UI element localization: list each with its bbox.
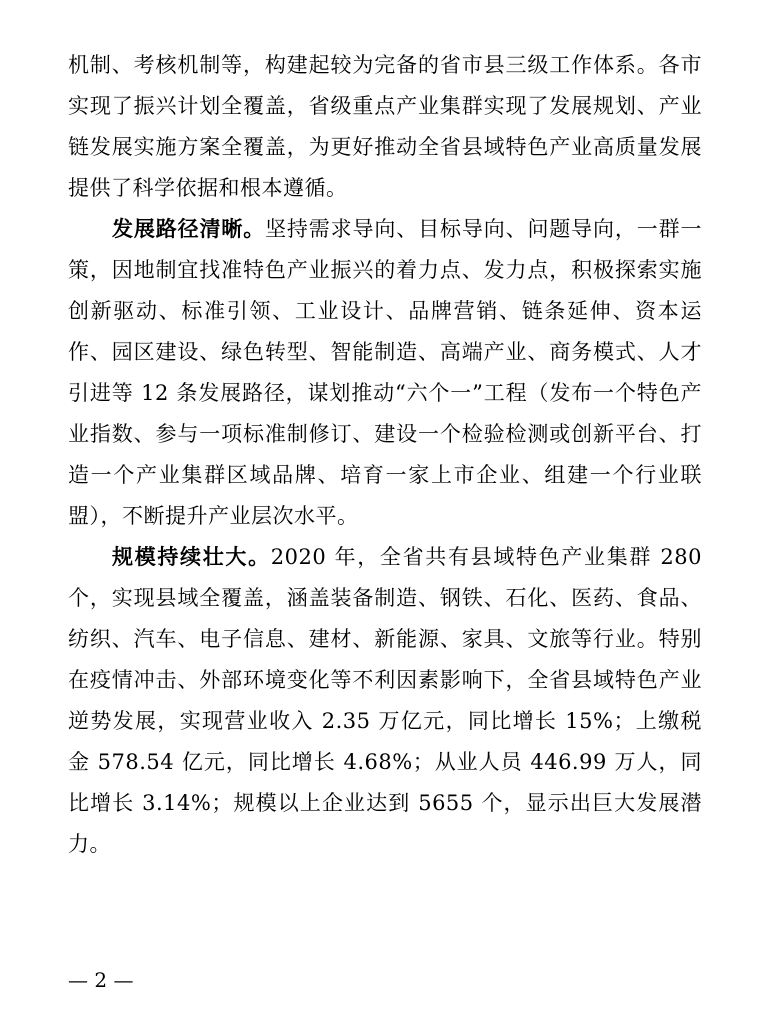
paragraph-1-text: 机制、考核机制等，构建起较为完备的省市县三级工作体系。各市实现了振兴计划全覆盖，省级重点产业集群实现了发展规划、产业链发展实施方案全覆盖，为更好推动全省县域特色产业高质量发展提供了科学依据和根本遵循。 bbox=[68, 53, 702, 200]
paragraph-1 bbox=[68, 45, 702, 209]
paragraph-3 bbox=[68, 537, 702, 865]
paragraph-2-text: 坚持需求导向、目标导向、问题导向，一群一策，因地制宜找准特色产业振兴的着力点、发力点，积极探索实施创新驱动、标准引领、工业设计、品牌营销、链条延伸、资本运作、园区建设、绿色转型、智能制造、高端产业、商务模式、人才引进等 12 条发展路径，谋划推动“六个一”工程（发布一个特色产业指数、参与一项标准制修订、建设一个检验检测或创新平台、打造一个产业集群区域品牌、培育一家上市企业、组建一个行业联盟），不断提升产业层次水平。 bbox=[68, 217, 703, 528]
paragraph-3-text: 2020 年，全省共有县域特色产业集群 280 个，实现县域全覆盖，涵盖装备制造、钢铁、石化、医药、食品、纺织、汽车、电子信息、建材、新能源、家具、文旅等行业。特别在疫情冲击、外部环境变化等不利因素影响下，全省县域特色产业逆势发展，实现营业收入 2.35 万亿元，同比增长 15%；上缴税金 578.54 亿元，同比增长 4.68%；从业人员 446.99 万人，同比增长 3.14%；规模以上企业达到 5655 个，显示出巨大发展潜力。 bbox=[68, 545, 702, 856]
paragraph-2-heading: 发展路径清晰。 bbox=[112, 217, 266, 241]
page-number: — 2 — bbox=[68, 968, 134, 992]
paragraph-3-heading: 规模持续壮大。 bbox=[112, 545, 271, 569]
paragraph-2 bbox=[68, 209, 702, 537]
document-body bbox=[68, 45, 702, 865]
